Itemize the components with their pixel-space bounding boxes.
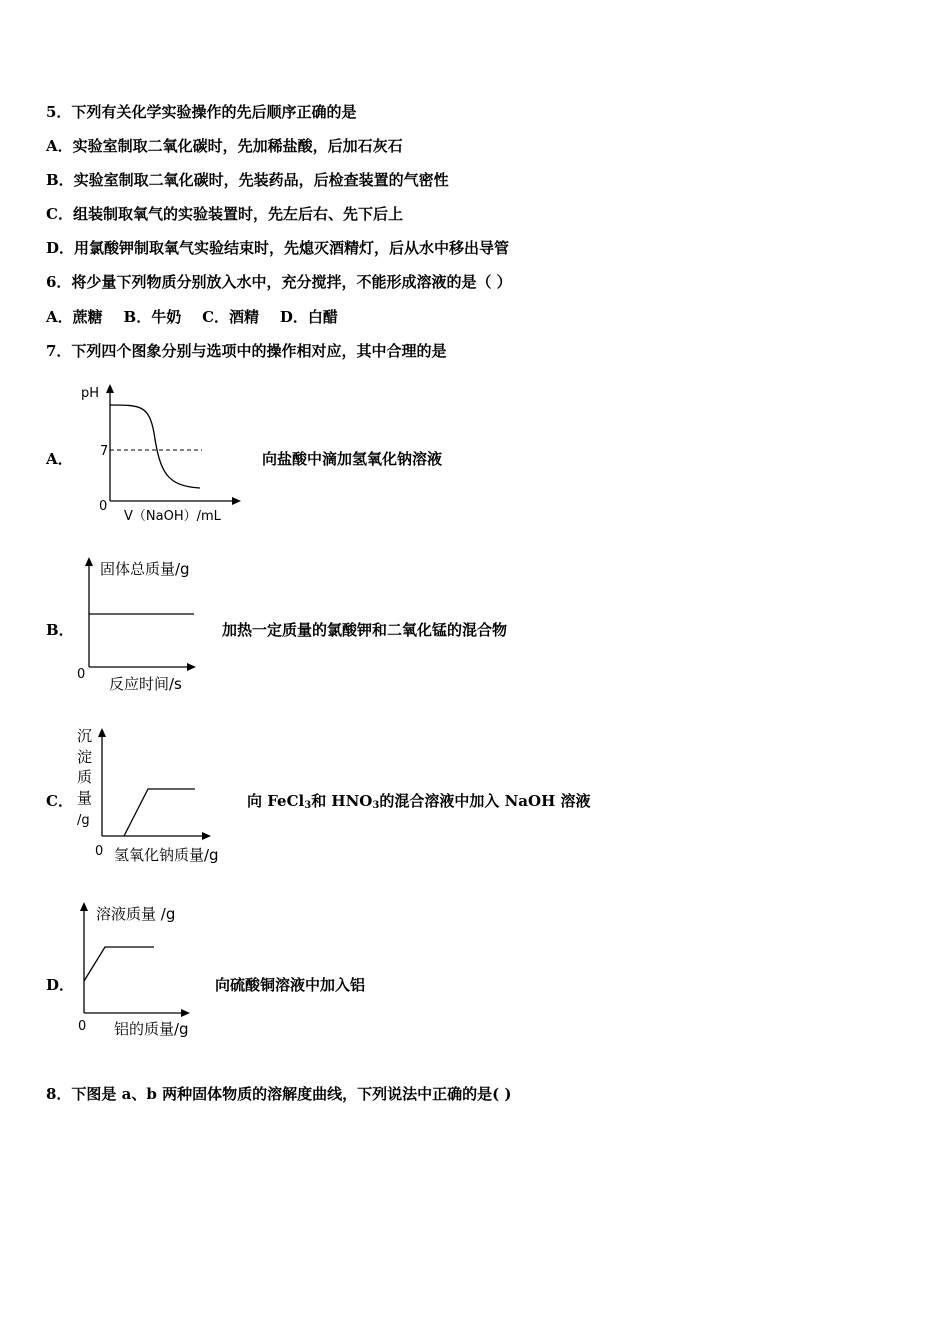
q5-option-d: D．用氯酸钾制取氧气实验结束时，先熄灭酒精灯，后从水中移出导管	[46, 239, 510, 257]
graph-a-ytick-7: 7	[100, 444, 109, 459]
q7-stem: 7．下列四个图象分别与选项中的操作相对应，其中合理的是	[46, 342, 447, 360]
graph-b-x-arrow	[187, 663, 196, 671]
q7-option-c-desc-sub2: 3	[372, 800, 380, 811]
q7-option-d-desc: 向硫酸铜溶液中加入铝	[215, 976, 366, 994]
graph-a-ylabel: pH	[81, 386, 100, 401]
graph-c-origin: 0	[95, 844, 104, 859]
graph-d-origin: 0	[78, 1019, 87, 1034]
q5-option-a: A．实验室制取二氧化碳时，先加稀盐酸，后加石灰石	[46, 137, 403, 155]
q7-option-c-desc-pre: 向 FeCl	[247, 792, 305, 810]
graph-c-ylabel-4: 量	[77, 789, 93, 807]
graph-a-y-arrow	[106, 384, 114, 393]
q7-option-c-desc-mid: 和 HNO	[311, 792, 373, 810]
graph-b-y-arrow	[85, 557, 93, 566]
graph-c-ylabel-1: 沉	[77, 727, 93, 745]
graph-c-xlabel: 氢氧化钠质量/g	[114, 846, 219, 864]
graph-a-xlabel: V（NaOH）/mL	[124, 509, 221, 524]
q7-graph-d	[72, 895, 232, 1045]
q6-options: A．蔗糖 B．牛奶 C．酒精 D．白醋	[46, 308, 338, 326]
q5-option-c: C．组装制取氧气的实验装置时，先左后右、先下后上	[46, 205, 403, 223]
graph-c-ylabel-5: /g	[77, 813, 90, 828]
graph-b-origin: 0	[77, 667, 86, 682]
q7-option-c-letter: C．	[46, 792, 73, 810]
graph-a-origin: 0	[99, 499, 108, 514]
q7-option-a-desc: 向盐酸中滴加氢氧化钠溶液	[262, 450, 443, 468]
graph-d-y-arrow	[80, 902, 88, 911]
graph-a-x-arrow	[232, 497, 241, 505]
graph-b-xlabel: 反应时间/s	[109, 675, 182, 693]
q6-stem: 6．将少量下列物质分别放入水中，充分搅拌，不能形成溶液的是（ ）	[46, 273, 512, 291]
graph-c-x-arrow	[202, 832, 211, 840]
graph-c-ylabel-2: 淀	[77, 748, 93, 766]
graph-d-curve	[84, 947, 154, 981]
graph-d-ylabel: 溶液质量 /g	[96, 905, 176, 923]
q7-option-a-letter: A．	[46, 450, 73, 468]
graph-a-curve	[110, 405, 200, 488]
graph-c-curve	[124, 789, 195, 836]
q5-option-b: B．实验室制取二氧化碳时，先装药品，后检查装置的气密性	[46, 171, 449, 189]
graph-d-x-arrow	[181, 1009, 190, 1017]
q5-stem: 5．下列有关化学实验操作的先后顺序正确的是	[46, 103, 357, 121]
q7-option-b-letter: B．	[46, 621, 74, 639]
q7-option-b-desc: 加热一定质量的氯酸钾和二氧化锰的混合物	[222, 621, 508, 639]
q7-graph-b	[72, 552, 232, 692]
graph-b-ylabel: 固体总质量/g	[100, 560, 190, 578]
q7-option-d-letter: D．	[46, 976, 75, 994]
graph-c-y-arrow	[98, 728, 106, 737]
q8-stem: 8．下图是 a、b 两种固体物质的溶解度曲线，下列说法中正确的是( )	[46, 1085, 512, 1103]
q7-option-c-desc-post: 的混合溶液中加入 NaOH 溶液	[379, 792, 591, 810]
graph-d-xlabel: 铝的质量/g	[114, 1020, 189, 1038]
q7-graph-a	[72, 378, 262, 528]
q7-graph-c	[72, 722, 252, 867]
graph-c-ylabel-3: 质	[77, 768, 93, 786]
q7-option-c-desc	[247, 791, 590, 816]
q7-option-c-desc-sub1: 3	[304, 800, 312, 811]
